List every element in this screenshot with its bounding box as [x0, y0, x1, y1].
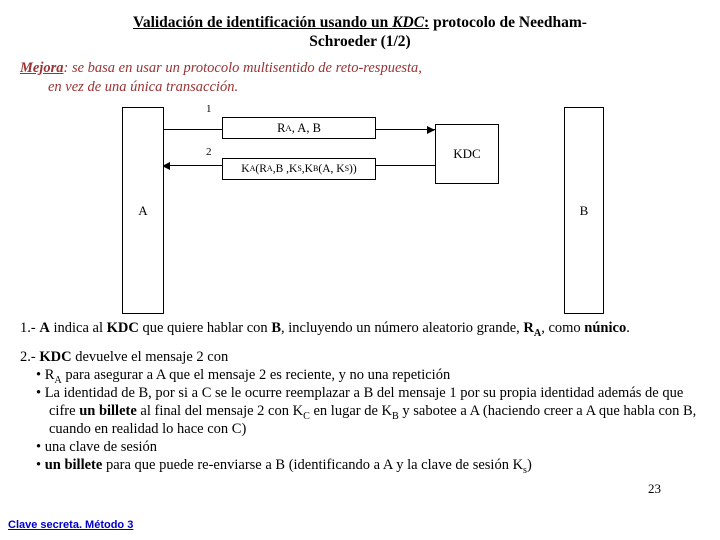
message1-box: R A , A, B	[222, 117, 376, 139]
title-line2: Schroeder (1/2)	[309, 33, 411, 51]
message1-text: R	[277, 120, 286, 135]
footer-link[interactable]: Clave secreta. Método 3	[8, 519, 134, 531]
bullet-item-4: • un billete para que puede re-enviarse a B (identificando a A y la clave de sesión $K_s$)	[36, 457, 532, 477]
bullet-item-1: • $R_A$ para asegurar a A que el mensaje 2 es reciente, y no una repetición	[36, 367, 451, 387]
improvement-text: : se basa en usar un protocolo multisentido de reto-respuesta,	[63, 59, 422, 76]
entity-b-label: B	[579, 202, 589, 218]
title-run-colon: :	[424, 14, 430, 31]
protocol-diagram	[0, 102, 720, 314]
page-number: 23	[648, 481, 661, 496]
improvement-label: Mejora	[20, 59, 64, 76]
message1-number: 1	[206, 103, 212, 116]
title-run-rest: protocolo de Needham-	[429, 14, 587, 31]
entity-b-box	[564, 107, 604, 314]
paragraph-2: 2.- KDC devuelve el mensaje 2 con	[20, 349, 229, 366]
slide-title	[0, 0, 720, 52]
bullet-item-3: • una clave de sesión	[36, 439, 158, 456]
message2-number: 2	[206, 146, 212, 159]
improvement-text-line2: en vez de una única transacción.	[48, 78, 239, 95]
message1-arrowhead-icon	[427, 126, 435, 134]
body-text	[20, 320, 700, 475]
bullet-list	[36, 367, 700, 475]
bullet-item-2: • La identidad de B, por si a C se le ocurre reemplazar a B del mensaje 1 por su propia identidad además de que cifre un billete al final del mensaje 2 con $K_C$ en lugar de $K_B$ y sabotee a A (haciendo creer a A que habla con B, cuando en realidad lo hace con C)	[36, 385, 697, 438]
entity-a-label: A	[138, 202, 148, 218]
entity-a-box	[122, 107, 164, 314]
kdc-box	[435, 124, 499, 184]
improvement-note	[20, 59, 700, 97]
kdc-label: KDC	[453, 146, 481, 162]
message2-box: K A (R A ,B ,K S ,K B (A, K S ))	[222, 158, 376, 180]
title-run-underlined: Validación de identificación usando un	[133, 14, 393, 31]
paragraph-1: 1.- A indica al KDC que quiere hablar con B, incluyendo un número aleatorio grande, $R_A$, como núnico.	[20, 320, 630, 340]
message2-text: K	[241, 163, 250, 176]
title-run-kdc: KDC	[392, 14, 425, 31]
